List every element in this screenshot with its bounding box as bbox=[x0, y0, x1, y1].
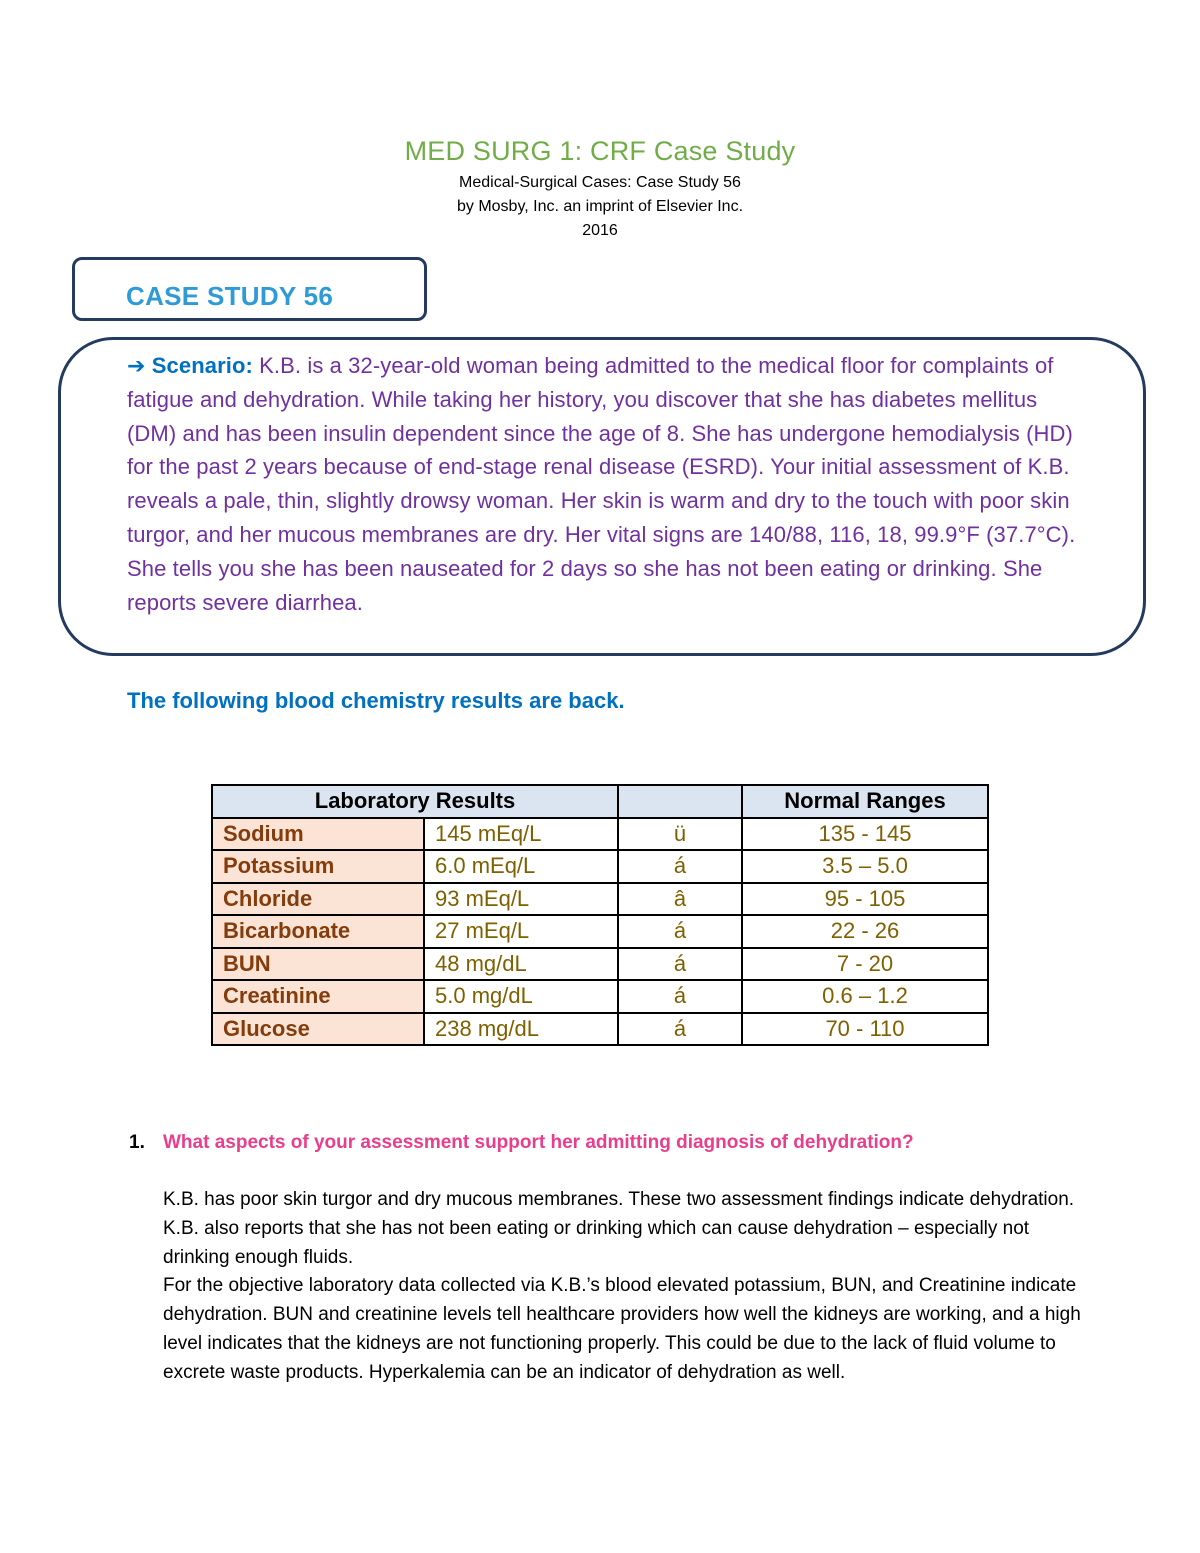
table-row bbox=[212, 915, 988, 948]
lab-range-cell: 70 - 110 bbox=[742, 1013, 988, 1046]
scenario-paragraph bbox=[127, 349, 1087, 619]
header-ranges: Normal Ranges bbox=[742, 785, 988, 818]
lab-results-table bbox=[211, 784, 989, 1046]
scenario-label: Scenario: bbox=[151, 353, 253, 378]
lab-value-cell: 6.0 mEq/L bbox=[424, 850, 618, 883]
scenario-text: K.B. is a 32-year-old woman being admitted to the medical floor for complaints of fatigue and dehydration. While taking her history, you discover that she has diabetes mellitus (DM) and has been insulin dependent since the age of 8. She has undergone hemodialysis (HD) for the past 2 years because of end-stage renal disease (ESRD). Your initial assessment of K.B. reveals a pale, thin, slightly drowsy woman. Her skin is warm and dry to the touch with poor skin turgor, and her mucous membranes are dry. Her vital signs are 140/88, 116, 18, 99.9°F (37.7°C). She tells you she has been nauseated for 2 days so she has not been eating or drinking. She reports severe diarrhea. bbox=[127, 353, 1076, 615]
table-header-row bbox=[212, 785, 988, 818]
table-row bbox=[212, 818, 988, 851]
lab-flag-cell: â bbox=[618, 883, 742, 916]
page-title: MED SURG 1: CRF Case Study bbox=[404, 136, 796, 166]
lab-value-cell: 145 mEq/L bbox=[424, 818, 618, 851]
lab-name-cell: BUN bbox=[212, 948, 424, 981]
lab-flag-cell: á bbox=[618, 915, 742, 948]
question-text: What aspects of your assessment support her admitting diagnosis of dehydration? bbox=[163, 1132, 914, 1153]
lab-range-cell: 7 - 20 bbox=[742, 948, 988, 981]
header-results: Laboratory Results bbox=[212, 785, 618, 818]
table-row bbox=[212, 980, 988, 1013]
lab-flag-cell: á bbox=[618, 1013, 742, 1046]
lab-flag-cell: á bbox=[618, 980, 742, 1013]
year-line: 2016 bbox=[582, 222, 618, 239]
case-label: CASE STUDY 56 bbox=[126, 281, 334, 311]
table-row bbox=[212, 850, 988, 883]
lab-range-cell: 22 - 26 bbox=[742, 915, 988, 948]
arrow-icon: ➔ bbox=[127, 353, 146, 378]
lab-name-cell: Glucose bbox=[212, 1013, 424, 1046]
header-blank bbox=[618, 785, 742, 818]
results-heading: The following blood chemistry results are back. bbox=[127, 688, 625, 713]
lab-range-cell: 3.5 – 5.0 bbox=[742, 850, 988, 883]
lab-value-cell: 5.0 mg/dL bbox=[424, 980, 618, 1013]
table-row bbox=[212, 883, 988, 916]
answer-block bbox=[163, 1186, 1093, 1388]
question-number: 1. bbox=[129, 1132, 145, 1153]
lab-name-cell: Sodium bbox=[212, 818, 424, 851]
lab-name-cell: Creatinine bbox=[212, 980, 424, 1013]
source-line: Medical-Surgical Cases: Case Study 56 bbox=[459, 174, 741, 191]
answer-paragraph-2: For the objective laboratory data collected via K.B.’s blood elevated potassium, BUN, and Creatinine indicate dehydration. BUN and creatinine levels tell healthcare providers how well the kidneys are working, and a high level indicates that the kidneys are not functioning properly. This could be due to the lack of fluid volume to excrete waste products. Hyperkalemia can be an indicator of dehydration as well. bbox=[163, 1275, 1081, 1383]
table-row bbox=[212, 948, 988, 981]
lab-name-cell: Chloride bbox=[212, 883, 424, 916]
lab-range-cell: 135 - 145 bbox=[742, 818, 988, 851]
answer-paragraph-1: K.B. has poor skin turgor and dry mucous membranes. These two assessment findings indicate dehydration. K.B. also reports that she has not been eating or drinking which can cause dehydration – especially not drinking enough fluids. bbox=[163, 1189, 1075, 1268]
table-row bbox=[212, 1013, 988, 1046]
lab-value-cell: 238 mg/dL bbox=[424, 1013, 618, 1046]
lab-value-cell: 48 mg/dL bbox=[424, 948, 618, 981]
lab-name-cell: Potassium bbox=[212, 850, 424, 883]
lab-name-cell: Bicarbonate bbox=[212, 915, 424, 948]
lab-value-cell: 93 mEq/L bbox=[424, 883, 618, 916]
lab-flag-cell: ü bbox=[618, 818, 742, 851]
publisher-line: by Mosby, Inc. an imprint of Elsevier Inc. bbox=[456, 198, 744, 215]
lab-range-cell: 0.6 – 1.2 bbox=[742, 980, 988, 1013]
lab-flag-cell: á bbox=[618, 948, 742, 981]
lab-range-cell: 95 - 105 bbox=[742, 883, 988, 916]
lab-value-cell: 27 mEq/L bbox=[424, 915, 618, 948]
lab-flag-cell: á bbox=[618, 850, 742, 883]
